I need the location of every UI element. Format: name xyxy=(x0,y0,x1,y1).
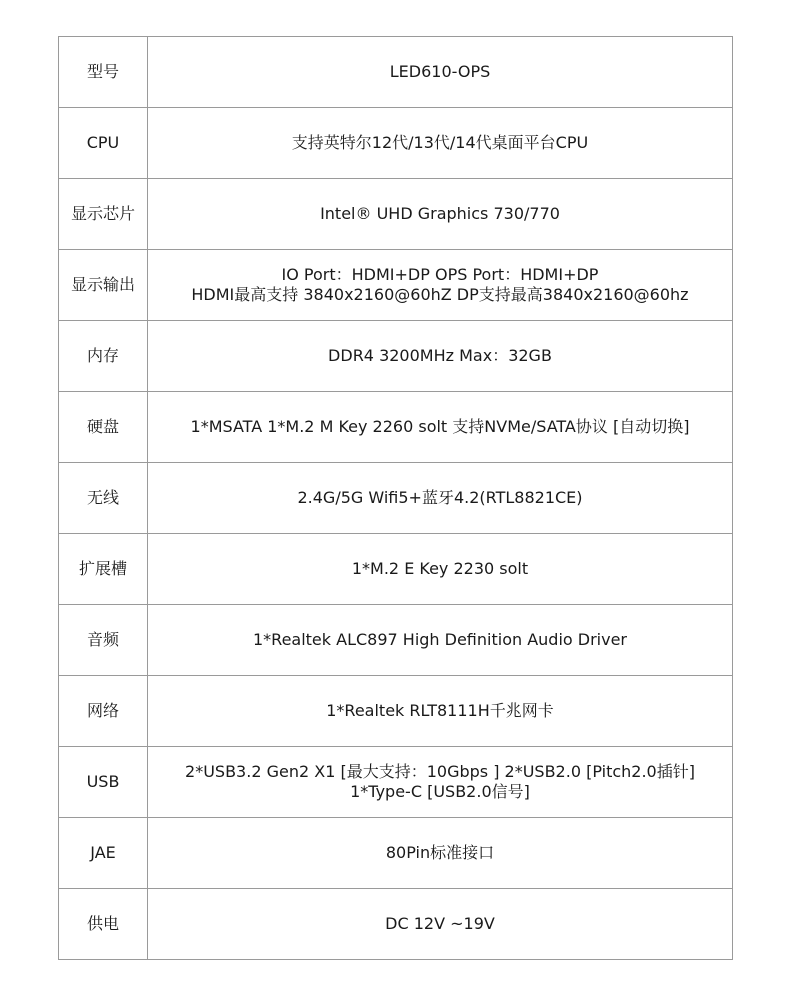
spec-value-line: IO Port：HDMI+DP OPS Port：HDMI+DP xyxy=(281,265,599,284)
spec-row-gpu xyxy=(59,179,733,250)
spec-value-line: DC 12V ~19V xyxy=(385,914,495,933)
spec-label: 显示芯片 xyxy=(59,179,148,250)
spec-row-display-output xyxy=(59,250,733,321)
spec-label: CPU xyxy=(59,108,148,179)
spec-label: 网络 xyxy=(59,676,148,747)
spec-value xyxy=(148,37,733,108)
spec-label: JAE xyxy=(59,818,148,889)
spec-label: 扩展槽 xyxy=(59,534,148,605)
spec-row-memory xyxy=(59,321,733,392)
spec-table xyxy=(58,36,733,960)
spec-value-line: Intel® UHD Graphics 730/770 xyxy=(320,204,560,223)
spec-value-line: 2*USB3.2 Gen2 X1 [最大支持：10Gbps ] 2*USB2.0 [Pitch2.0插针] xyxy=(185,762,695,781)
spec-value-line: 1*M.2 E Key 2230 solt xyxy=(351,559,529,578)
spec-row-network xyxy=(59,676,733,747)
spec-value xyxy=(148,889,733,960)
spec-row-storage xyxy=(59,392,733,463)
spec-value xyxy=(148,818,733,889)
spec-value-line: 2.4G/5G Wifi5+蓝牙4.2(RTL8821CE) xyxy=(297,488,583,507)
spec-value-line: 支持英特尔12代/13代/14代桌面平台CPU xyxy=(291,133,589,152)
spec-label: 内存 xyxy=(59,321,148,392)
spec-value xyxy=(148,179,733,250)
spec-row-usb xyxy=(59,747,733,818)
spec-row-cpu xyxy=(59,108,733,179)
spec-row-jae xyxy=(59,818,733,889)
spec-value xyxy=(148,108,733,179)
spec-value xyxy=(148,250,733,321)
spec-row-wireless xyxy=(59,463,733,534)
spec-value-line: 1*Type-C [USB2.0信号] xyxy=(350,782,530,801)
spec-value xyxy=(148,392,733,463)
spec-value xyxy=(148,747,733,818)
spec-value xyxy=(148,463,733,534)
spec-label: 型号 xyxy=(59,37,148,108)
spec-row-power xyxy=(59,889,733,960)
spec-value-line: 1*MSATA 1*M.2 M Key 2260 solt 支持NVMe/SATA协议 [自动切换] xyxy=(190,417,690,436)
spec-value-line: 80Pin标准接口 xyxy=(385,843,495,862)
spec-value xyxy=(148,676,733,747)
spec-value xyxy=(148,321,733,392)
spec-value-line: 1*Realtek ALC897 High Definition Audio Driver xyxy=(252,630,627,649)
spec-label: 无线 xyxy=(59,463,148,534)
spec-label: USB xyxy=(59,747,148,818)
spec-row-expansion xyxy=(59,534,733,605)
spec-value-line: DDR4 3200MHz Max：32GB xyxy=(328,346,552,365)
spec-row-model xyxy=(59,37,733,108)
spec-value-line: HDMI最高支持 3840x2160@60hZ DP支持最高3840x2160@60hz xyxy=(191,285,689,304)
spec-value xyxy=(148,605,733,676)
spec-label: 硬盘 xyxy=(59,392,148,463)
spec-value-line: LED610-OPS xyxy=(389,62,491,81)
spec-value xyxy=(148,534,733,605)
spec-row-audio xyxy=(59,605,733,676)
spec-label: 音频 xyxy=(59,605,148,676)
spec-value-line: 1*Realtek RLT8111H千兆网卡 xyxy=(326,701,554,720)
spec-label: 显示输出 xyxy=(59,250,148,321)
spec-label: 供电 xyxy=(59,889,148,960)
